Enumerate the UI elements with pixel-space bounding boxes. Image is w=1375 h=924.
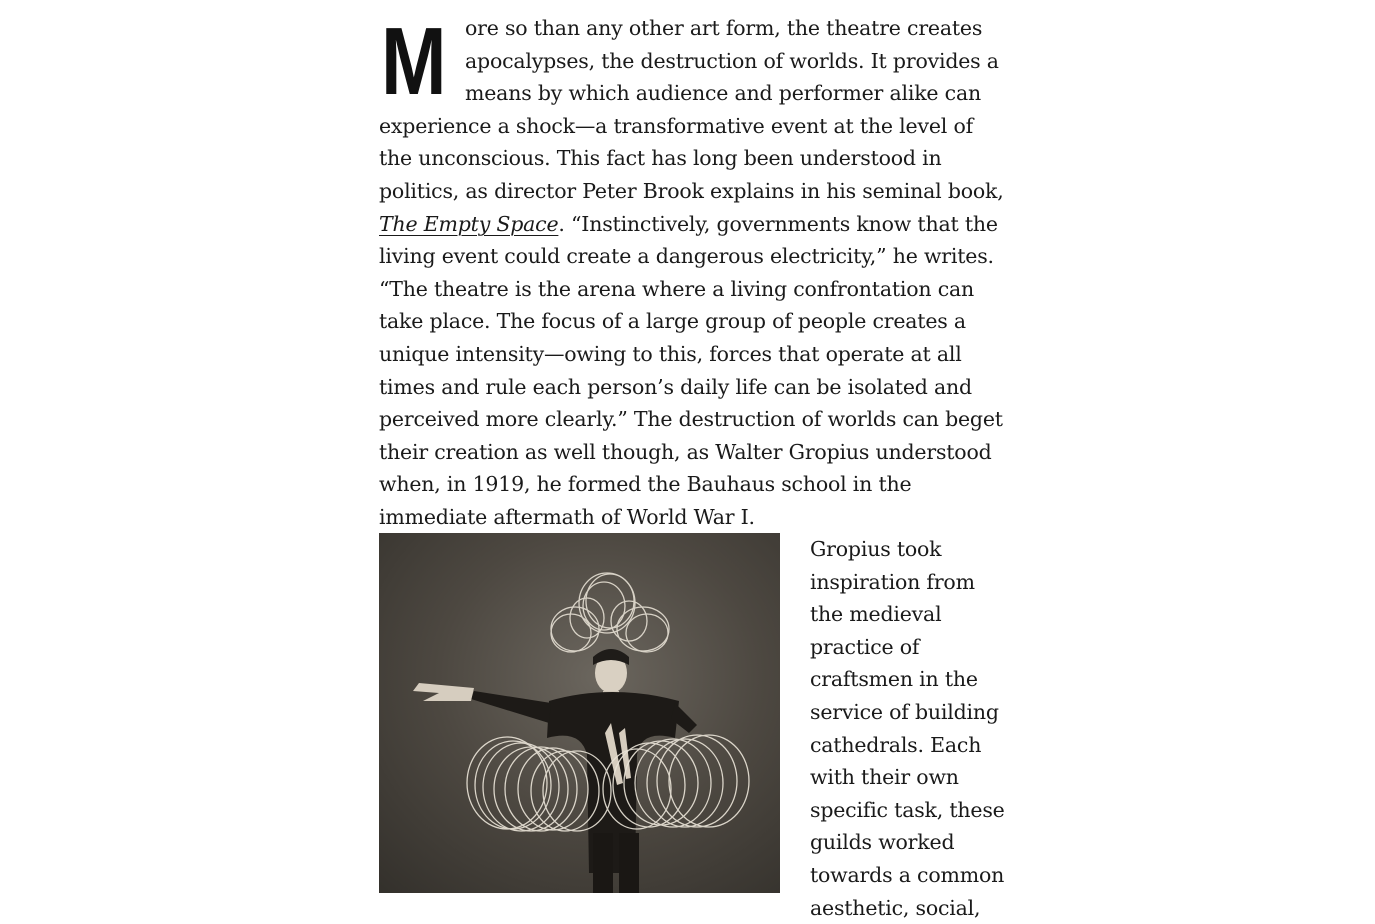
costume-photo-illustration <box>379 533 780 893</box>
lead-text-part-1: ore so than any other art form, the theatre creates apocalypses, the destruction of worlds. It provides a means by which audience and performer alike can experience a shock—a transformative event at the level of the unconscious. This fact has long been understood in politics, as director Peter Brook explains in his seminal book, <box>379 16 1004 203</box>
lead-paragraph <box>379 8 1004 534</box>
book-title-link[interactable]: The Empty Space <box>379 211 559 236</box>
lead-text-part-2: . “Instinctively, governments know that the living event could create a dangerous electricity,” he writes. “The theatre is the arena where a living confrontation can take place. The focus of a large group of people creates a unique intensity—owing to this, forces that operate at all times and rule each person’s daily life can be isolated and perceived more clearly.” The destruction of worlds can beget their creation as well though, as Walter Gropius understood when, in 1919, he formed the Bauhaus school in the immediate aftermath of World War I. <box>379 211 1003 529</box>
article-body <box>379 8 1005 920</box>
side-paragraph: Gropius took inspiration from the medieval practice of craftsmen in the service of building cathedrals. Each with their own specific task, these guilds worked towards a common aesthetic, social, <box>810 537 1005 920</box>
drop-cap: M <box>381 8 447 115</box>
costume-photo <box>379 533 780 893</box>
